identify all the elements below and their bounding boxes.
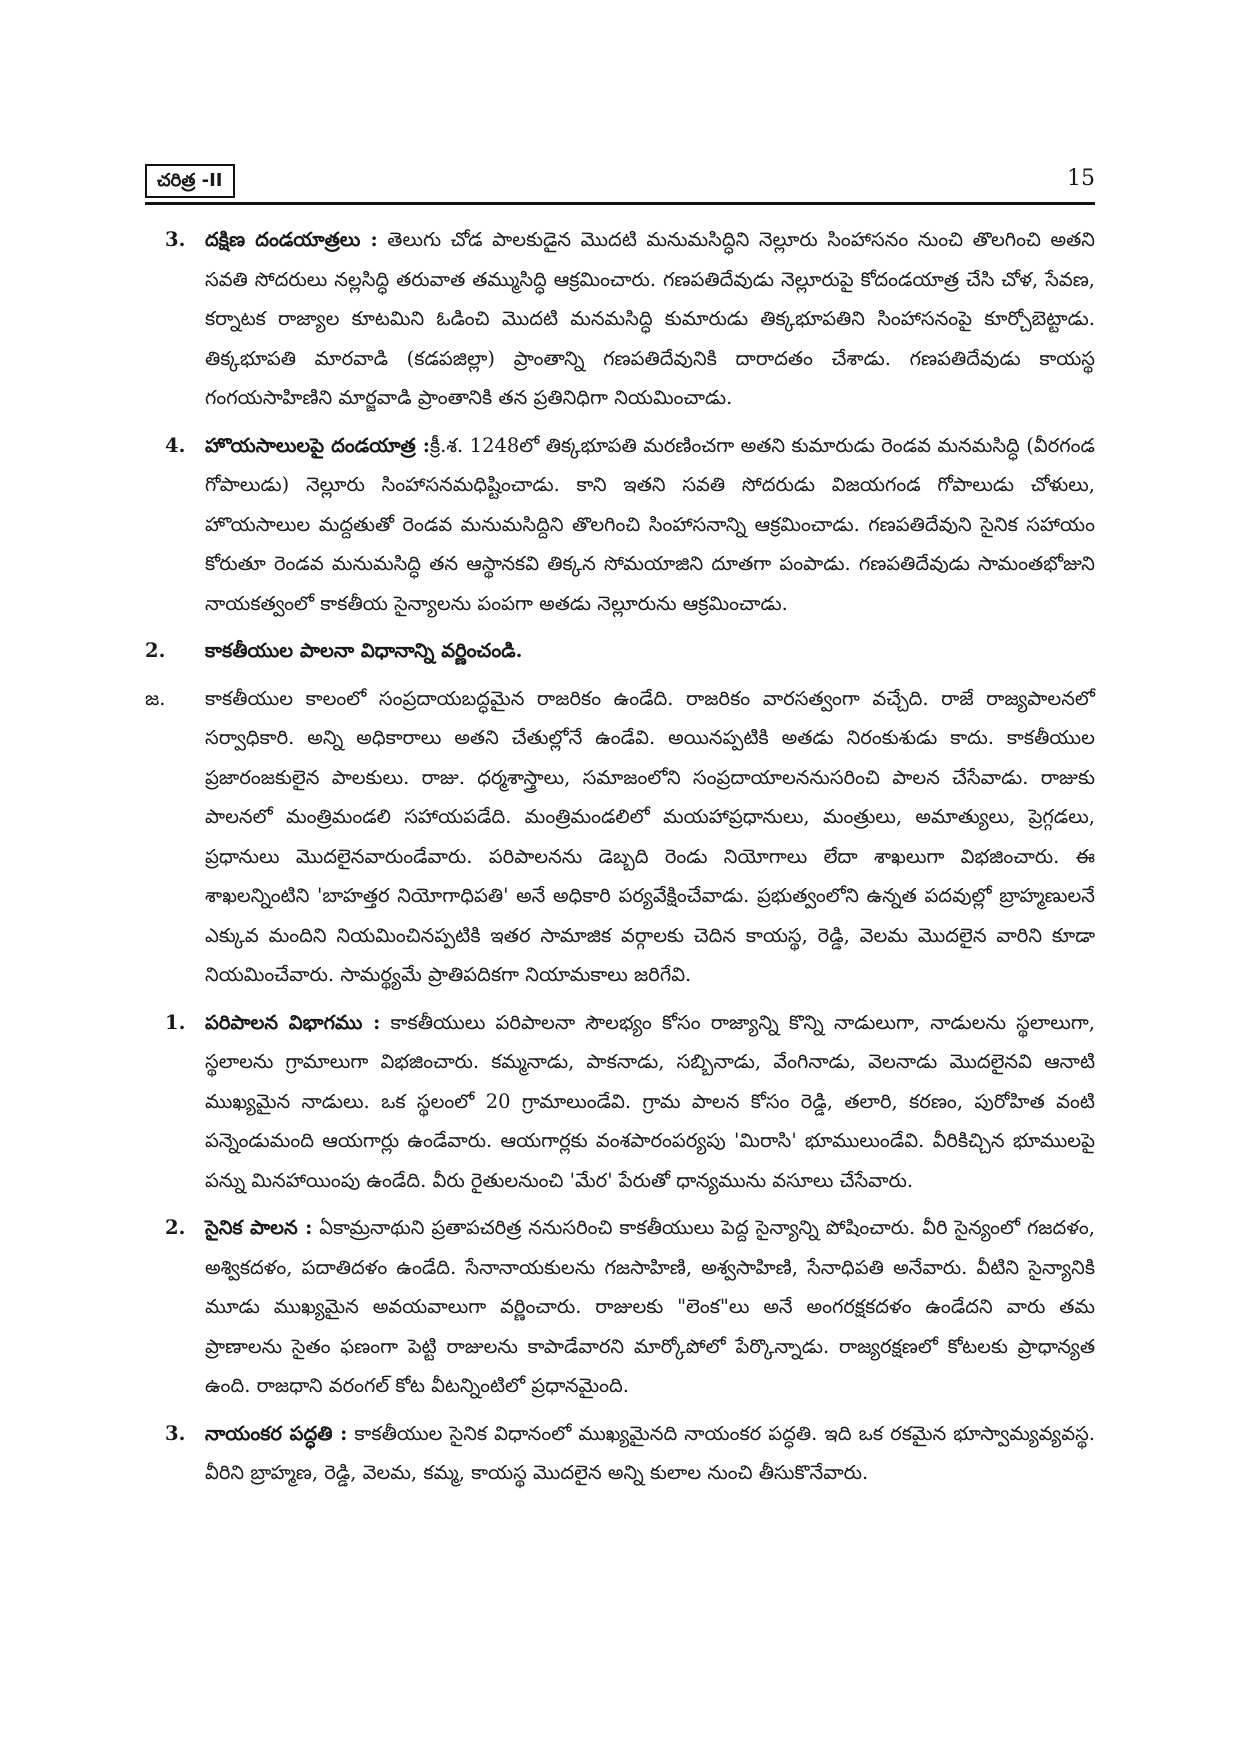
item-title: సైనిక పాలన : [205, 1216, 313, 1239]
item-number: 3. [165, 228, 186, 251]
question [145, 631, 1095, 671]
page-content [145, 220, 1095, 1501]
question-text: కాకతీయుల పాలనా విధానాన్ని వర్ణించండి. [205, 639, 523, 662]
list-item [165, 1208, 1095, 1406]
item-number: 1. [165, 1010, 186, 1034]
answer-label: జ. [145, 686, 166, 710]
item-title: హొయసాలులపై దండయాత్ర : [205, 433, 430, 457]
page-header [145, 164, 1095, 205]
list-item [165, 426, 1095, 624]
item-text: ఏకామ్రనాథుని ప్రతాపచరిత్ర ననుసరించి కాకతీయులు పెద్ద సైన్యాన్ని పోషించారు. వీరి సైన్యంలో గజదళం, అశ్వికదళం, పదాతిదళం ఉండేది. సేనానాయకులను గజసాహిణి, అశ్వసాహిణి, సేనాధిపతి అనేవారు. వీటిని సైన్యానికి మూడు ముఖ్యమైన అవయవాలుగా వర్ణించారు. రాజులకు "లెంక"లు అనే అంగరక్షకదళం ఉండేదని వారు తమ ప్రాణాలను సైతం ఫణంగా పెట్టి రాజులను కాపాడేవారని మార్కోపోలో పేర్కొన్నాడు. రాజ్యరక్షణలో కోటలకు ప్రాధాన్యత ఉంది. రాజధాని వరంగల్ కోట వీటన్నింటిలో ప్రధానమైంది. [205, 1216, 1095, 1397]
answer [145, 679, 1095, 995]
item-title: నాయంకర పద్ధతి : [205, 1421, 348, 1445]
list-item [165, 1414, 1095, 1493]
item-number: 2. [165, 1216, 186, 1239]
item-title: పరిపాలన విభాగము : [205, 1010, 381, 1034]
answer-text: కాకతీయుల కాలంలో సంప్రదాయబద్ధమైన రాజరికం ఉండేది. రాజరికం వారసత్వంగా వచ్చేది. రాజే రాజ్యపాలనలో సర్వాధికారి. అన్ని అధికారాలు అతని చేతుల్లోనే ఉండేవి. అయినప్పటికి అతడు నిరంకుశుడు కాదు. కాకతీయుల ప్రజారంజకులైన పాలకులు. రాజు. ధర్మశాస్త్రాలు, సమాజంలోని సంప్రదాయాలననుసరించి పాలన చేసేవాడు. రాజుకు పాలనలో మంత్రిమండలి సహాయపడేది. మంత్రిమండలిలో మయహాప్రధానులు, మంత్రులు, అమాత్యులు, ప్రెగ్గడలు, ప్రధానులు మొదలైనవారుండేవారు. పరిపాలనను డెబ్బది రెండు నియోగాలు లేదా శాఖలుగా విభజించారు. ఈ శాఖలన్నింటిని 'బాహత్తర నియోగాధిపతి' అనే అధికారి పర్యవేక్షించేవాడు. ప్రభుత్వంలోని ఉన్నత పదవుల్లో బ్రాహ్మణులనే ఎక్కువ మందిని నియమించినప్పటికి ఇతర సామాజిక వర్గాలకు చెదిన కాయస్థ, రెడ్డి, వెలమ మొదలైన వారిని కూడా నియమించేవారు. సామర్థ్యమే ప్రాతిపదికగా నియామకాలు జరిగేవి. [205, 686, 1095, 986]
item-title: దక్షిణ దండయాత్రలు : [205, 228, 378, 251]
question-number: 2. [145, 639, 166, 662]
item-number: 4. [165, 433, 186, 457]
item-text: తెలుగు చోడ పాలకుడైన మొదటి మనుమసిద్ధిని నెల్లూరు సింహాసనం నుంచి తొలగించి అతని సవతి సోదరులు నల్లసిద్ధి తరువాత తమ్ముసిద్ధి ఆక్రమించారు. గణపతిదేవుడు నెల్లూరుపై కోదండయాత్ర చేసి చోళ, సేవణ, కర్నాటక రాజ్యాల కూటమిని ఓడించి మొదటి మనమసిద్ధి కుమారుడు తిక్కభూపతిని సింహాసనంపై కూర్చోబెట్టాడు. తిక్కభూపతి మారవాడి (కడపజిల్లా) ప్రాంతాన్ని గణపతిదేవునికి దారాదతం చేశాడు. గణపతిదేవుడు కాయస్థ గంగయసాహిణిని మార్జవాడి ప్రాంతానికి తన ప్రతినిధిగా నియమించాడు. [205, 228, 1095, 409]
item-text: కాకతీయులు పరిపాలనా సౌలభ్యం కోసం రాజ్యాన్ని కొన్ని నాడులుగా, నాడులను స్థలాలుగా, స్థలాలను గ్రామాలుగా విభజించారు. కమ్మనాడు, పాకనాడు, సబ్బినాడు, వేంగినాడు, వెలనాడు మొదలైనవి ఆనాటి ముఖ్యమైన నాడులు. ఒక స్థలంలో 20 గ్రామాలుండేవి. గ్రామ పాలన కోసం రెడ్డి, తలారి, కరణం, పురోహిత వంటి పన్నెండుమంది ఆయగార్లు ఉండేవారు. ఆయగార్లకు వంశపారంపర్యపు 'మిరాసి' భూములుండేవి. వీరికిచ్చిన భూములపై పన్ను మినహాయింపు ఉండేది. వీరు రైతులనుంచి 'మేర' పేరుతో ధాన్యమును వసూలు చేసేవారు. [205, 1010, 1095, 1192]
list-item [165, 220, 1095, 418]
item-number: 3. [165, 1421, 186, 1445]
item-text: కాకతీయుల సైనిక విధానంలో ముఖ్యమైనది నాయంకర పద్ధతి. ఇది ఒక రకమైన భూస్వామ్యవ్యవస్థ. వీరిని బ్రాహ్మణ, రెడ్డి, వెలమ, కమ్మ, కాయస్థ మొదలైన అన్ని కులాల నుంచి తీసుకొనేవారు. [205, 1421, 1095, 1484]
item-text: క్రీ.శ. 1248లో తిక్కభూపతి మరణించగా అతని కుమారుడు రెండవ మనమసిద్ధి (వీరగండ గోపాలుడు) నెల్లూరు సింహాసనమధిష్టించాడు. కాని ఇతని సవతి సోదరుడు విజయగండ గోపాలుడు చోళులు, హొయసాలుల మద్దతుతో రెండవ మనుమసిద్దిని తొలగించి సింహాసనాన్ని ఆక్రమించాడు. గణపతిదేవుని సైనిక సహాయం కోరుతూ రెండవ మనుమసిద్ధి తన ఆస్థానకవి తిక్కన సోమయాజిని దూతగా పంపాడు. గణపతిదేవుడు సామంతభోజుని నాయకత్వంలో కాకతీయ సైన్యాలను పంపగా అతడు నెల్లూరును ఆక్రమించాడు. [205, 433, 1095, 615]
page-number: 15 [1067, 166, 1095, 191]
subject-label: చరిత్ర -II [145, 164, 235, 198]
list-item [165, 1003, 1095, 1201]
